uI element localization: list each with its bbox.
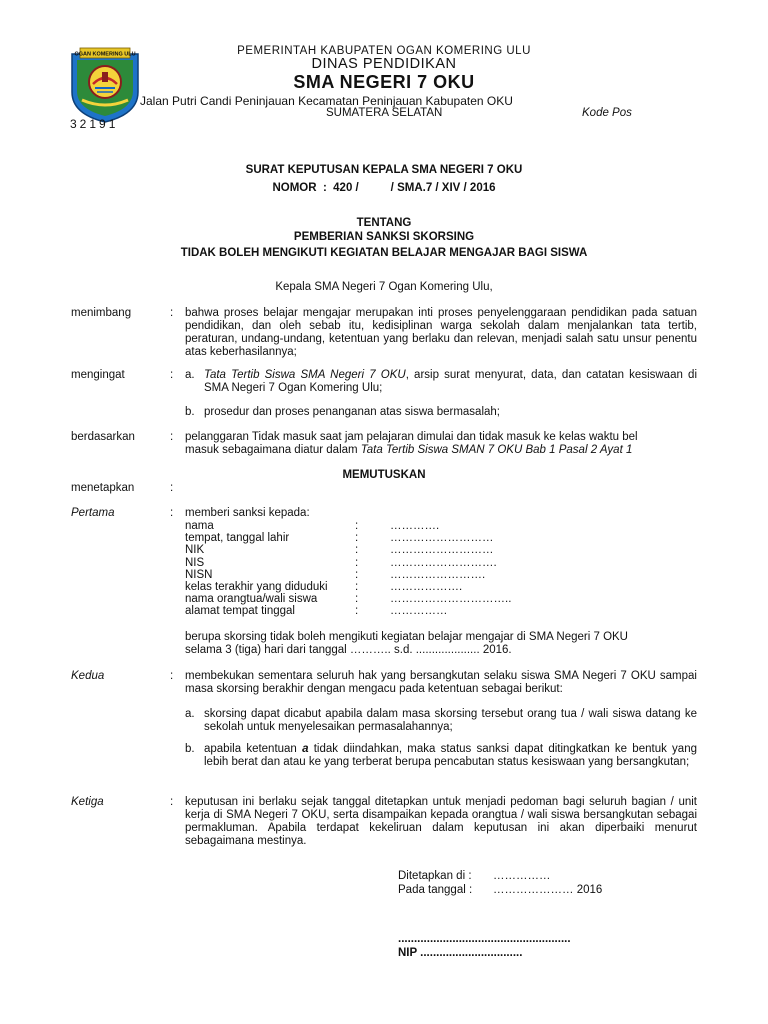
colon: : <box>170 431 174 443</box>
item-reference: a <box>302 743 309 755</box>
kedua-item-b-text: tidak diindahkan, maka status sanksi dapat ditingkatkan ke bentuk yang lebih berat dan atau ke yang terberat berupa pencabutan status kesiswaan yang bersangkutan; <box>204 743 697 768</box>
tentang-heading: TENTANG <box>356 217 412 229</box>
field-value: ………………………. <box>390 556 497 569</box>
kedua-text: membekukan sementara seluruh hak yang bersangkutan selaku siswa SMA Negeri 7 OKU sampai masa skorsing berakhir dengan mengacu pada ketentuan sebagai berikut: <box>185 670 697 695</box>
list-marker: b. <box>185 743 195 755</box>
province: SUMATERA SELATAN <box>326 107 443 119</box>
rule-reference: Tata Tertib Siswa SMA Negeri 7 OKU <box>204 369 406 381</box>
field-value: ……………………… <box>390 544 494 557</box>
colon: : <box>355 568 359 581</box>
place-value: …………… <box>493 870 551 882</box>
field-label: kelas terakhir yang diduduki <box>185 581 328 593</box>
menimbang-text: bahwa proses belajar mengajar merupakan inti proses penyelenggaraan pendidikan pada satuan pendidikan, dan oleh sebab itu, kedisiplinan warga sekolah dalam menjalankan tata tertib, peraturan, undang-undang, ketentuan yang berlaku dan relevan, menjadi salah satu unsur penentu atas keberhasilannya; <box>185 307 697 358</box>
rule-reference: Tata Tertib Siswa SMAN 7 OKU Bab 1 Pasal 2 Ayat 1 <box>360 444 633 456</box>
nip-line: NIP ................................ <box>398 947 523 959</box>
field-value: ………………. <box>390 581 463 593</box>
school-name: SMA NEGERI 7 OKU <box>293 72 475 92</box>
berdasarkan-label: berdasarkan <box>71 431 135 443</box>
colon: : <box>170 507 174 519</box>
colon: : <box>355 556 359 569</box>
colon: : <box>170 369 174 381</box>
department-name: DINAS PENDIDIKAN <box>311 56 457 72</box>
colon: : <box>170 307 174 319</box>
field-label: NIS <box>185 556 205 569</box>
subject-line-2: TIDAK BOLEH MENGIKUTI KEGIATAN BELAJAR MENGAJAR BAGI SISWA <box>180 247 588 259</box>
field-label: NISN <box>185 568 213 581</box>
date-value: ………………… 2016 <box>493 884 603 896</box>
ketiga-text: keputusan ini berlaku sejak tanggal ditetapkan untuk menjadi pedoman bagi seluruh bagian / unit kerja di SMA Negeri 7 OKU, serta disampaikan kepada orangtua / wali siswa bersangkutan sebagai permakluman. Apabila terdapat kekeliruan dalam keputusan ini akan diperbaiki menurut sebagaimana mestinya. <box>185 796 697 847</box>
place-label: Ditetapkan di : <box>398 870 472 882</box>
field-value: ……………………… <box>390 532 494 545</box>
field-value: ……………………. <box>390 568 486 581</box>
field-value: ………………………….. <box>390 593 512 606</box>
ketiga-label: Ketiga <box>71 796 104 808</box>
field-value: …………. <box>390 520 440 532</box>
signature-name-line: ...................................................... <box>398 933 571 945</box>
memutuskan-heading: MEMUTUSKAN <box>342 469 426 481</box>
postal-label: Kode Pos <box>582 107 632 119</box>
colon: : <box>355 593 359 606</box>
kedua-item-a: skorsing dapat dicabut apabila dalam masa skorsing tersebut orang tua / wali siswa datang ke sekolah untuk menyelesaikan permasalahannya; <box>204 708 697 733</box>
field-label: nama orangtua/wali siswa <box>185 593 318 606</box>
menetapkan-label: menetapkan <box>71 482 135 494</box>
field-label: alamat tempat tinggal <box>185 605 295 618</box>
mengingat-item-b: prosedur dan proses penanganan atas siswa bermasalah; <box>204 406 500 418</box>
kedua-item-b <box>204 743 697 769</box>
mengingat-item-a-text: , arsip surat menyurat, data, dan catatan kesiswaan di SMA Negeri 7 Ogan Komering Ulu; <box>204 369 697 394</box>
postal-code: 32191 <box>70 117 119 131</box>
school-address: Jalan Putri Candi Peninjauan Kecamatan Peninjauan Kabupaten OKU <box>140 94 513 108</box>
mengingat-label: mengingat <box>71 369 125 381</box>
svg-text:OGAN KOMERING ULU: OGAN KOMERING ULU <box>74 51 136 58</box>
pertama-closing-line-1: berupa skorsing tidak boleh mengikuti kegiatan belajar mengajar di SMA Negeri 7 OKU <box>185 631 628 643</box>
menimbang-label: menimbang <box>71 307 132 319</box>
colon: : <box>170 670 174 682</box>
kedua-item-b-text: apabila ketentuan <box>204 743 303 755</box>
opening-line: Kepala SMA Negeri 7 Ogan Komering Ulu, <box>275 281 493 293</box>
pertama-intro: memberi sanksi kepada: <box>185 507 310 519</box>
pertama-closing-line-2: selama 3 (tiga) hari dari tanggal ……….. s.d. .................... 2016. <box>185 644 512 656</box>
colon: : <box>355 532 359 545</box>
colon: : <box>170 482 174 494</box>
colon: : <box>355 581 359 593</box>
kedua-label: Kedua <box>71 670 105 682</box>
list-marker: b. <box>185 406 195 418</box>
list-marker: a. <box>185 708 195 720</box>
colon: : <box>355 520 359 532</box>
field-value: …………… <box>390 605 448 618</box>
pertama-label: Pertama <box>71 507 115 519</box>
berdasarkan-line-2 <box>185 444 697 457</box>
subject-line-1: PEMBERIAN SANKSI SKORSING <box>293 231 475 243</box>
government-name: PEMERINTAH KABUPATEN OGAN KOMERING ULU <box>237 45 531 57</box>
field-label: NIK <box>185 544 205 557</box>
colon: : <box>355 605 359 618</box>
list-marker: a. <box>185 369 195 381</box>
colon: : <box>355 544 359 557</box>
colon: : <box>170 796 174 808</box>
berdasarkan-line-1: pelanggaran Tidak masuk saat jam pelajaran dimulai dan tidak masuk ke kelas waktu bel <box>185 431 638 443</box>
decree-number: NOMOR : 420 / / SMA.7 / XIV / 2016 <box>272 182 496 194</box>
berdasarkan-line-2-text: masuk sebagaimana diatur dalam <box>185 444 361 456</box>
date-label: Pada tanggal : <box>398 884 473 896</box>
field-label: nama <box>185 520 214 532</box>
decree-title: SURAT KEPUTUSAN KEPALA SMA NEGERI 7 OKU <box>245 164 523 176</box>
mengingat-item-a <box>204 369 697 395</box>
field-label: tempat, tanggal lahir <box>185 532 290 545</box>
